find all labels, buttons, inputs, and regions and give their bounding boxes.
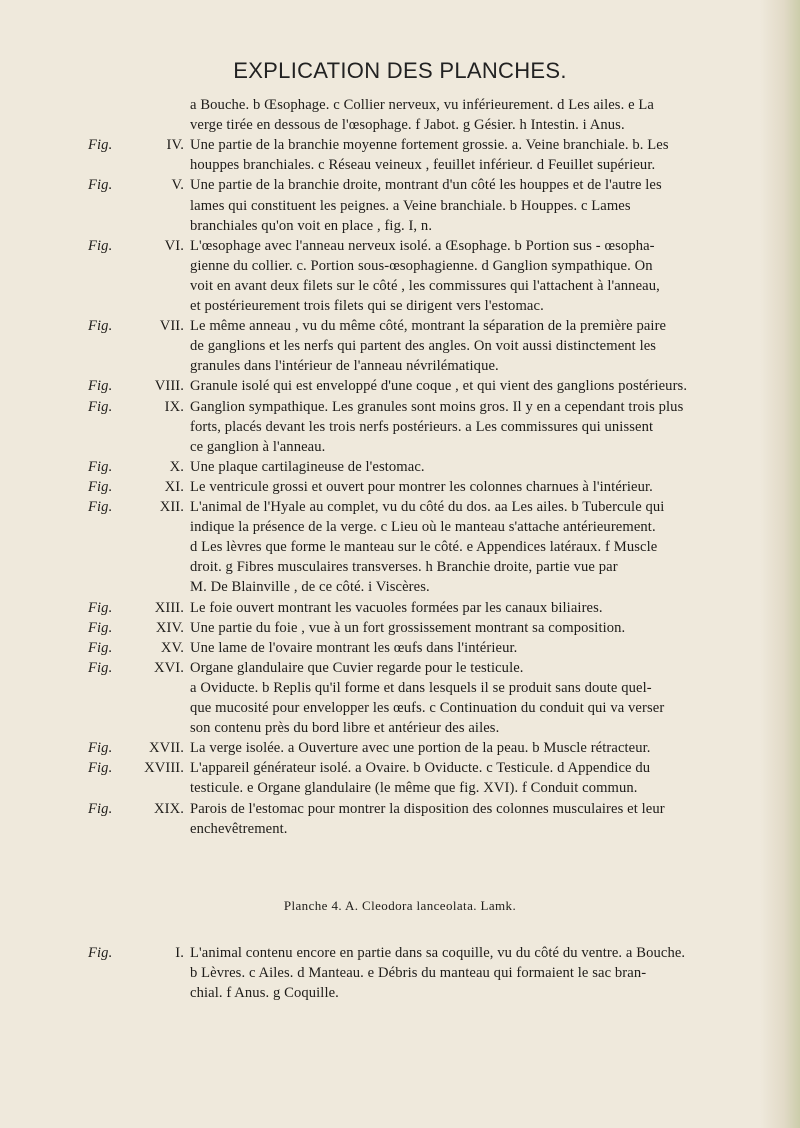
figure-number: XIII. [154, 599, 184, 616]
figure-number: XVII. [149, 740, 184, 757]
fig-label: Fig. [88, 639, 113, 656]
text-line: et postérieurement trois filets qui se dirigent vers l'estomac. [190, 298, 544, 314]
text-line: d Les lèvres que forme le manteau sur le côté. e Appendices latéraux. f Muscle [190, 539, 658, 556]
fig-label: Fig. [88, 760, 113, 777]
text-line: son contenu près du bord libre et antérieur des ailes. [190, 720, 500, 737]
text-line: ce ganglion à l'anneau. [190, 438, 326, 455]
text-line: indique la présence de la verge. c Lieu où le manteau s'attache antérieurement. [190, 519, 656, 536]
text-line: Une partie de la branchie droite, montrant d'un côté les houppes et de l'autre les [190, 177, 662, 194]
text-line: a Bouche. b Œsophage. c Collier nerveux, vu inférieurement. d Les ailes. e La [190, 97, 655, 113]
fig-label: Fig. [88, 237, 113, 254]
plate-caption: Planche 4. A. Cleodora lanceolata. Lamk. [283, 898, 517, 913]
text-line: que mucosité pour envelopper les œufs. c Continuation du conduit qui va verser [190, 700, 665, 716]
text-line: Ganglion sympathique. Les granules sont moins gros. Il y en a cependant trois plus [190, 398, 684, 415]
figure-number: XI. [164, 478, 184, 495]
text-line: Parois de l'estomac pour montrer la disposition des colonnes musculaires et leur [190, 800, 665, 817]
text-line: a Oviducte. b Replis qu'il forme et dans lesquels il se produit sans doute quel- [190, 679, 652, 696]
figure-number: I. [175, 945, 184, 961]
text-line: chial. f Anus. g Coquille. [190, 985, 339, 1002]
figure-number: IX. [164, 398, 184, 415]
figure-number: XII. [159, 499, 184, 515]
fig-label: Fig. [88, 137, 113, 154]
fig-label: Fig. [88, 619, 113, 636]
text-line: Une plaque cartilagineuse de l'estomac. [190, 458, 425, 475]
text-line: Le foie ouvert montrant les vacuoles formées par les canaux biliaires. [190, 599, 603, 616]
fig-label: Fig. [88, 458, 113, 475]
fig-label: Fig. [88, 177, 113, 194]
figure-number: XIX. [154, 800, 184, 817]
fig-label: Fig. [88, 318, 113, 335]
figure-number: X. [169, 458, 184, 475]
text-line: testicule. e Organe glandulaire (le même que fig. XVI). f Conduit commun. [190, 780, 638, 797]
text-line: houppes branchiales. c Réseau veineux , feuillet inférieur. d Feuillet supérieur. [190, 157, 656, 174]
figure-number: XV. [160, 639, 184, 656]
fig-label: Fig. [88, 398, 113, 415]
text-line: La verge isolée. a Ouverture avec une portion de la peau. b Muscle rétracteur. [190, 740, 651, 757]
text-line: Le même anneau , vu du même côté, montrant la séparation de la première paire [190, 318, 667, 335]
text-line: L'œsophage avec l'anneau nerveux isolé. a Œsophage. b Portion sus - œsopha- [190, 237, 655, 254]
figure-number: VI. [164, 237, 184, 254]
fig-label: Fig. [88, 478, 113, 495]
figure-number: XVIII. [144, 760, 184, 777]
text-line: voit en avant deux filets sur le côté , les commissures qui l'attachent à l'anneau, [190, 277, 660, 294]
text-line: L'animal de l'Hyale au complet, vu du côté du dos. aa Les ailes. b Tubercule qui [190, 499, 665, 515]
figure-number: V. [171, 177, 184, 194]
fig-label: Fig. [88, 659, 113, 676]
text-line: forts, placés devant les trois nerfs postérieurs. a Les commissures qui unissent [190, 418, 654, 435]
figure-number: IV. [166, 137, 184, 154]
text-line: M. De Blainville , de ce côté. i Viscères. [190, 579, 430, 596]
text-line: Une partie du foie , vue à un fort grossissement montrant sa composition. [190, 619, 626, 636]
text-line: Une partie de la branchie moyenne fortement grossie. a. Veine branchiale. b. Les [190, 137, 669, 154]
fig-label: Fig. [88, 945, 113, 961]
fig-label: Fig. [88, 599, 113, 616]
text-line: enchevêtrement. [190, 820, 288, 837]
text-line: gienne du collier. c. Portion sous-œsophagienne. d Ganglion sympathique. On [190, 257, 653, 274]
text-line: Organe glandulaire que Cuvier regarde pour le testicule. [190, 659, 524, 676]
text-line: L'animal contenu encore en partie dans sa coquille, vu du côté du ventre. a Bouche. [190, 945, 686, 961]
text-line: Le ventricule grossi et ouvert pour montrer les colonnes charnues à l'intérieur. [190, 478, 653, 495]
text-line: lames qui constituent les peignes. a Veine branchiale. b Houppes. c Lames [190, 197, 631, 214]
text-line: granules dans l'intérieur de l'anneau névrilématique. [190, 358, 499, 375]
text-line: branchiales qu'on voit en place , fig. I, n. [190, 217, 433, 234]
fig-label: Fig. [88, 800, 113, 817]
text-line: Une lame de l'ovaire montrant les œufs dans l'intérieur. [190, 639, 518, 656]
text-line: verge tirée en dessous de l'œsophage. f Jabot. g Gésier. h Intestin. i Anus. [190, 117, 625, 134]
fig-label: Fig. [88, 740, 113, 757]
figure-number: XVI. [154, 659, 184, 676]
page-title: EXPLICATION DES PLANCHES. [233, 58, 567, 83]
text-line: Granule isolé qui est enveloppé d'une coque , et qui vient des ganglions postérieurs. [190, 378, 688, 395]
figure-number: XIV. [155, 619, 184, 636]
figure-number: VII. [159, 318, 184, 335]
figure-number: VIII. [154, 378, 184, 395]
fig-label: Fig. [88, 378, 113, 395]
text-line: b Lèvres. c Ailes. d Manteau. e Débris du manteau qui formaient le sac bran- [190, 965, 647, 982]
text-line: L'appareil générateur isolé. a Ovaire. b Oviducte. c Testicule. d Appendice du [190, 760, 651, 777]
fig-label: Fig. [88, 499, 113, 515]
text-line: droit. g Fibres musculaires transverses. h Branchie droite, partie vue par [190, 559, 618, 576]
text-line: de ganglions et les nerfs qui partent des angles. On voit aussi distinctement les [190, 338, 657, 355]
